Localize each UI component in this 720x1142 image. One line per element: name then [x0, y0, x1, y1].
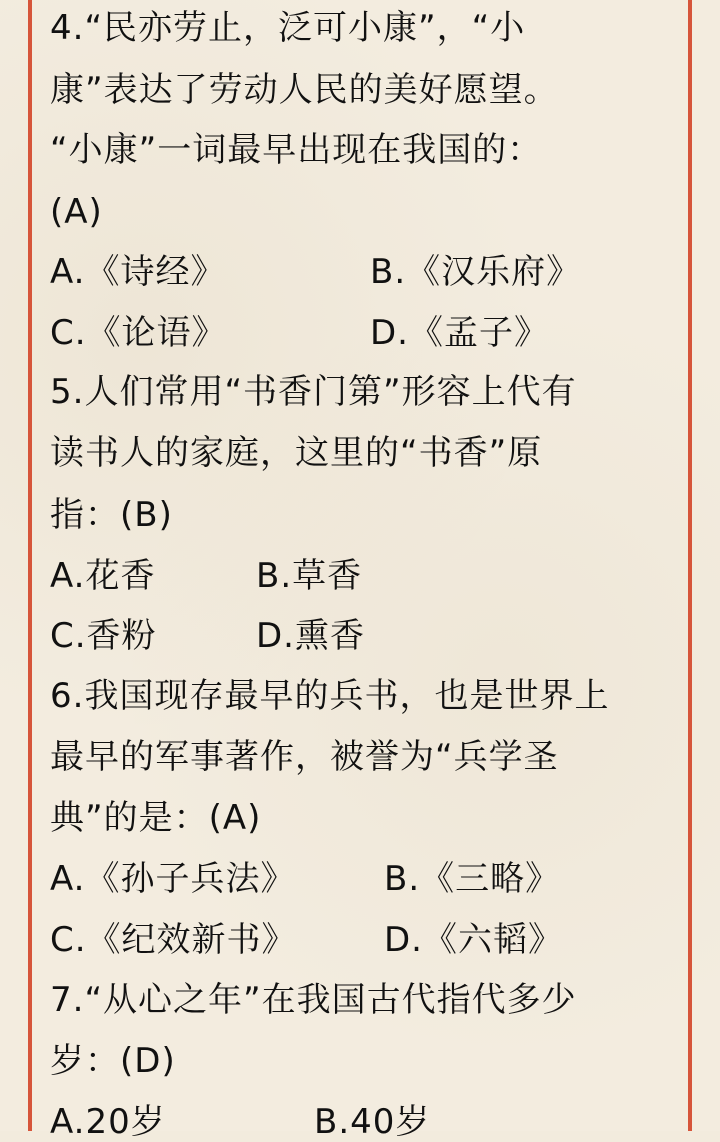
question-4-option-b: B.《汉乐府》 [370, 252, 582, 292]
left-border [28, 0, 32, 1131]
question-4-option-a: A.《诗经》 [50, 252, 226, 292]
question-7-line-1: 7.“从心之年”在我国古代指代多少 [50, 980, 577, 1020]
question-4-line-1: 4.“民亦劳止，泛可小康”，“小 [50, 8, 526, 48]
question-6-option-a: A.《孙子兵法》 [50, 859, 296, 899]
question-5-line-2: 读书人的家庭，这里的“书香”原 [50, 433, 543, 473]
question-5-option-c: C.香粉 [50, 616, 157, 656]
question-7-answer: 岁：(D) [50, 1041, 176, 1081]
question-4-option-c: C.《论语》 [50, 313, 227, 353]
question-4-answer: (A) [50, 192, 103, 232]
question-6-option-d: D.《六韬》 [384, 920, 563, 960]
question-5-option-a: A.花香 [50, 556, 156, 596]
question-4-line-3: “小康”一词最早出现在我国的： [50, 130, 543, 170]
question-5-answer: 指：(B) [50, 495, 173, 535]
question-5-option-b: B.草香 [256, 556, 363, 596]
question-6-line-1: 6.我国现存最早的兵书，也是世界上 [50, 676, 610, 716]
question-6-answer: 典”的是：(A) [50, 798, 262, 838]
question-5-option-d: D.熏香 [256, 616, 365, 656]
question-6-line-2: 最早的军事著作，被誉为“兵学圣 [50, 737, 559, 777]
question-4-option-d: D.《孟子》 [370, 313, 549, 353]
question-7-option-b: B.40岁 [314, 1102, 431, 1142]
right-border [688, 0, 692, 1131]
question-6-option-c: C.《纪效新书》 [50, 920, 297, 960]
question-4-line-2: 康”表达了劳动人民的美好愿望。 [50, 70, 559, 110]
question-6-option-b: B.《三略》 [384, 859, 561, 899]
question-7-option-a: A.20岁 [50, 1102, 166, 1142]
question-5-line-1: 5.人们常用“书香门第”形容上代有 [50, 372, 577, 412]
